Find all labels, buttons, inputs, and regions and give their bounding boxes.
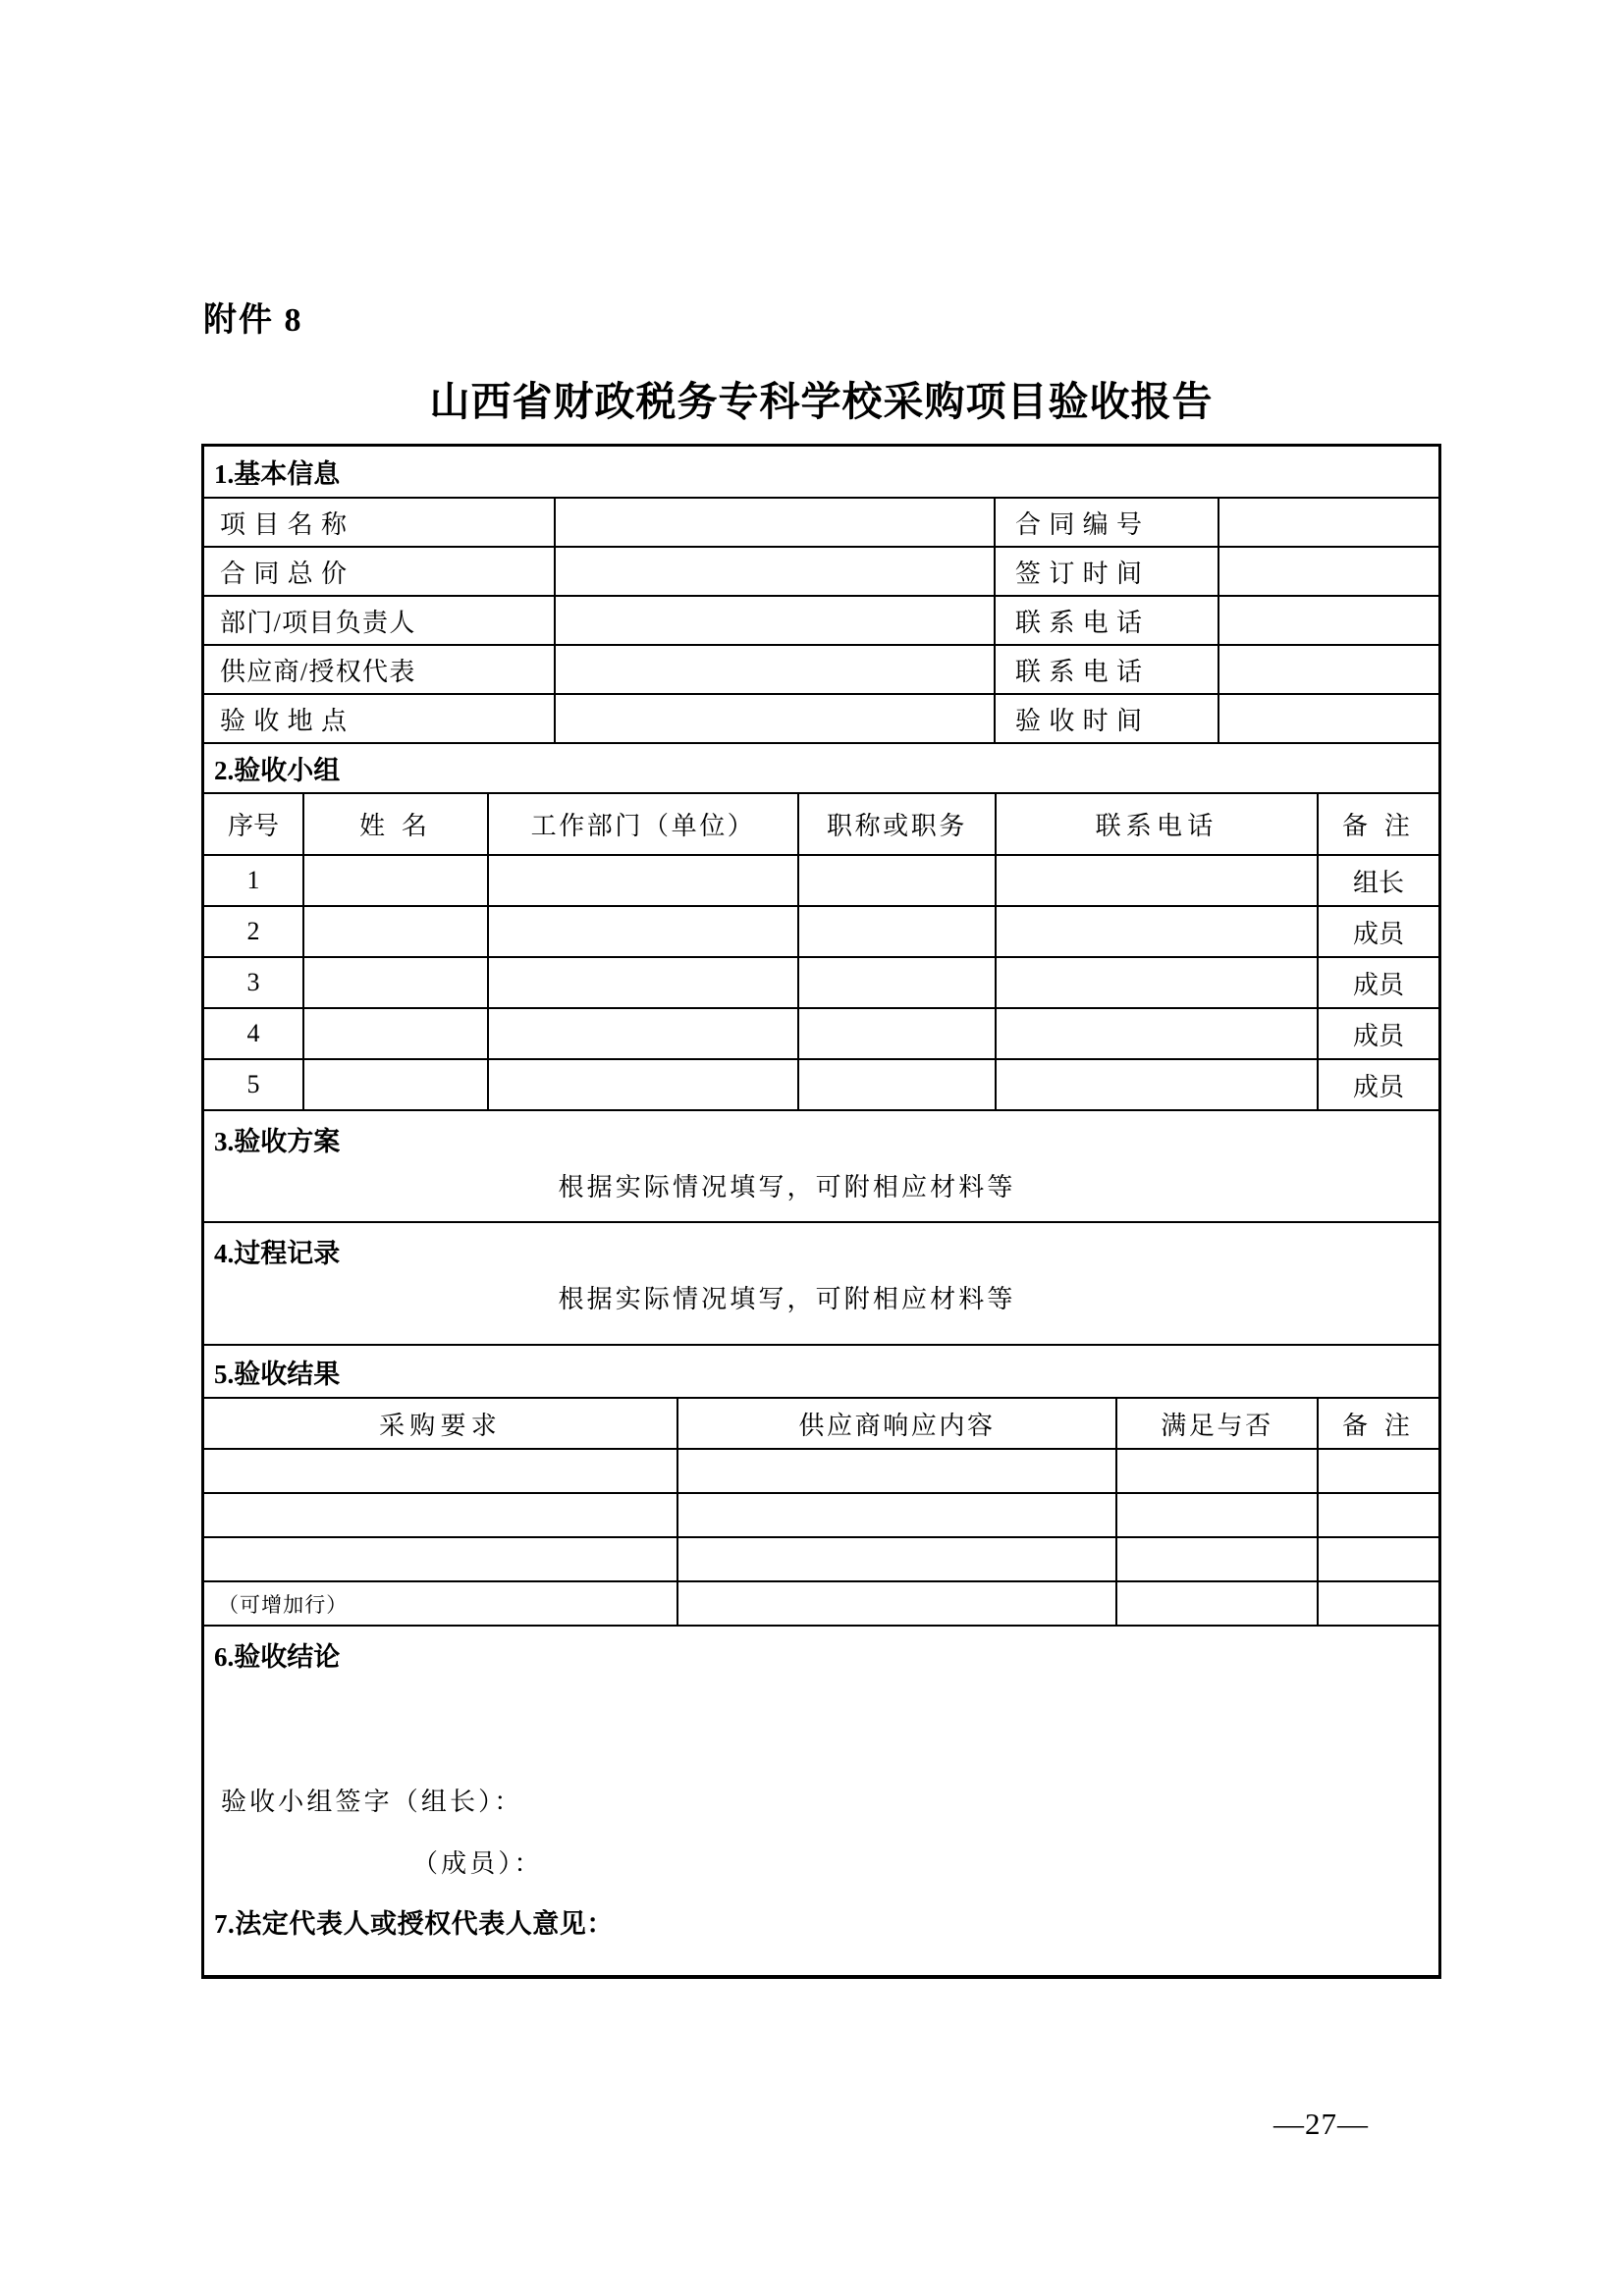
result-resp: [677, 1494, 1115, 1536]
col-remark: 备 注: [1317, 794, 1438, 854]
team-title: [797, 856, 995, 905]
result-remark: [1317, 1582, 1438, 1625]
team-phone: [995, 856, 1317, 905]
team-no: 4: [246, 1019, 260, 1047]
result-req: [204, 1538, 677, 1580]
label-phone-2: 联系电话: [994, 646, 1218, 693]
team-name: [302, 1060, 487, 1109]
team-no: 5: [246, 1070, 260, 1098]
result-resp: [677, 1450, 1115, 1492]
result-req: [204, 1450, 677, 1492]
label-acceptance-time: 验收时间: [994, 695, 1218, 742]
col-name: 姓 名: [302, 794, 487, 854]
label-supplier-rep: 供应商/授权代表: [220, 657, 416, 686]
team-remark: 成员: [1317, 907, 1438, 956]
section-2-header: 2.验收小组: [204, 742, 1438, 792]
attachment-label: 附件 8: [203, 302, 303, 339]
section-3-note: 根据实际情况填写，可附相应材料等: [558, 1173, 1016, 1201]
team-name: [302, 856, 487, 905]
value-phone-2: [1218, 646, 1438, 693]
info-row-project: [204, 497, 1438, 546]
result-remark: [1317, 1538, 1438, 1580]
team-row-2: [204, 905, 1438, 956]
section-6-header: 6.验收结论: [214, 1642, 341, 1672]
value-signing-time: [1218, 548, 1438, 595]
team-row-3: [204, 956, 1438, 1007]
section-4-note: 根据实际情况填写，可附相应材料等: [558, 1285, 1016, 1313]
team-name: [302, 958, 487, 1007]
section-4-header: 4.过程记录: [214, 1239, 341, 1268]
result-row-1: [204, 1448, 1438, 1492]
value-contract-no: [1218, 499, 1438, 546]
result-table-header: [204, 1397, 1438, 1448]
result-resp: [677, 1538, 1115, 1580]
team-no: 3: [246, 968, 260, 996]
team-table-header: [204, 792, 1438, 854]
team-name: [302, 907, 487, 956]
value-supplier-rep: [554, 646, 994, 693]
col-result-remark: 备 注: [1317, 1399, 1438, 1448]
team-remark: 成员: [1317, 958, 1438, 1007]
col-title: 职称或职务: [797, 794, 995, 854]
page-title: 山西省财政税务专科学校采购项目验收报告: [429, 379, 1214, 424]
label-phone-1: 联系电话: [994, 597, 1218, 644]
team-row-4: [204, 1007, 1438, 1058]
section-4-block: [204, 1221, 1438, 1344]
result-met: [1115, 1582, 1317, 1625]
team-no: 2: [246, 917, 260, 945]
value-acceptance-place: [554, 695, 994, 742]
team-title: [797, 1009, 995, 1058]
result-row-3: [204, 1536, 1438, 1580]
team-row-1: [204, 854, 1438, 905]
info-row-price: [204, 546, 1438, 595]
result-met: [1115, 1494, 1317, 1536]
add-row-note: （可增加行）: [218, 1592, 349, 1617]
team-remark: 成员: [1317, 1009, 1438, 1058]
team-title: [797, 907, 995, 956]
section-5-header: 5.验收结果: [204, 1344, 1438, 1397]
value-acceptance-time: [1218, 695, 1438, 742]
col-serial-no: 序号: [227, 812, 279, 840]
result-met: [1115, 1538, 1317, 1580]
team-dept: [487, 856, 797, 905]
label-acceptance-place: 验收地点: [220, 706, 355, 735]
label-project-name: 项目名称: [220, 509, 355, 539]
value-dept-leader: [554, 597, 994, 644]
result-remark: [1317, 1494, 1438, 1536]
result-req: [204, 1494, 677, 1536]
team-title: [797, 958, 995, 1007]
col-satisfied: 满足与否: [1115, 1399, 1317, 1448]
label-signing-time: 签订时间: [994, 548, 1218, 595]
team-dept: [487, 958, 797, 1007]
section-3-block: [204, 1109, 1438, 1221]
team-remark: 组长: [1317, 856, 1438, 905]
team-phone: [995, 907, 1317, 956]
team-name: [302, 1009, 487, 1058]
col-procurement-req: 采购要求: [379, 1411, 502, 1440]
value-project-name: [554, 499, 994, 546]
label-dept-leader: 部门/项目负责人: [220, 608, 416, 637]
result-add-row: [204, 1580, 1438, 1625]
value-phone-1: [1218, 597, 1438, 644]
team-dept: [487, 1009, 797, 1058]
team-title: [797, 1060, 995, 1109]
team-phone: [995, 958, 1317, 1007]
team-no: 1: [246, 866, 260, 894]
sign-line-member: （成员）：: [412, 1849, 543, 1878]
acceptance-report-table: [201, 444, 1441, 1979]
result-met: [1115, 1450, 1317, 1492]
team-dept: [487, 907, 797, 956]
label-contract-no: 合同编号: [994, 499, 1218, 546]
sign-line-leader: 验收小组签字（组长）：: [221, 1788, 523, 1816]
team-remark: 成员: [1317, 1060, 1438, 1109]
col-supplier-response: 供应商响应内容: [677, 1399, 1115, 1448]
team-phone: [995, 1009, 1317, 1058]
team-dept: [487, 1060, 797, 1109]
value-contract-price: [554, 548, 994, 595]
section-1-header: 1.基本信息: [214, 459, 341, 489]
page-number: —27—: [1273, 2107, 1369, 2141]
section-6-7-block: [204, 1625, 1438, 1975]
result-remark: [1317, 1450, 1438, 1492]
col-phone: 联系电话: [995, 794, 1317, 854]
col-department: 工作部门（单位）: [487, 794, 797, 854]
info-row-supplier: [204, 644, 1438, 693]
result-resp: [677, 1582, 1115, 1625]
section-3-header: 3.验收方案: [214, 1127, 341, 1156]
info-row-location: [204, 693, 1438, 742]
info-row-department: [204, 595, 1438, 644]
team-row-5: [204, 1058, 1438, 1109]
label-contract-price: 合同总价: [220, 559, 355, 588]
team-phone: [995, 1060, 1317, 1109]
section-7-header: 7.法定代表人或授权代表人意见：: [214, 1909, 614, 1939]
result-row-2: [204, 1492, 1438, 1536]
